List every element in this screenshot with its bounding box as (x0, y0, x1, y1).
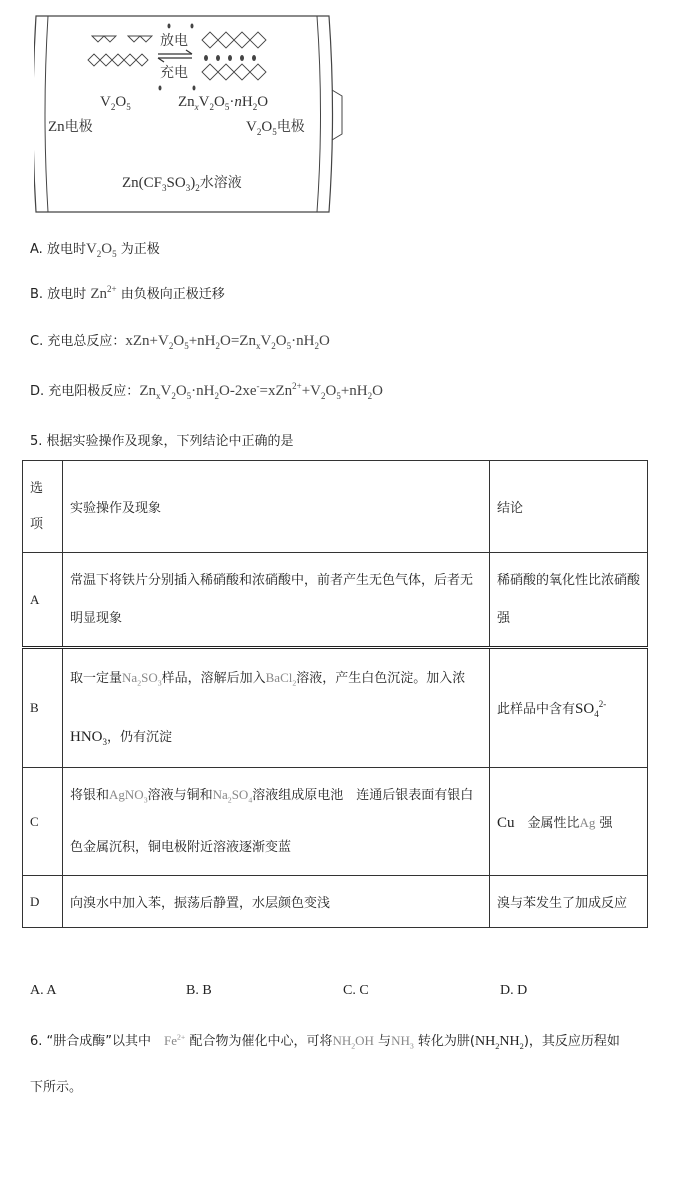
option-text: 充电阳极反应： (48, 384, 140, 399)
option-letter: C. (30, 334, 44, 349)
reaction-arrows-icon (158, 50, 192, 62)
row-option: D (23, 876, 63, 928)
answer-choice-c[interactable]: C. C (343, 983, 369, 998)
table-row (23, 553, 648, 648)
option-letter: A. (30, 242, 43, 257)
v2o5-electrode-label: $V_2O_5$电极 (246, 119, 305, 137)
question-6-line-2: 下所示。 (30, 1080, 83, 1095)
option-a (30, 238, 160, 258)
row-operation: 向溴水中加入苯，振荡后静置，水层颜色变浅 (63, 876, 490, 928)
charge-label: 充电 (160, 66, 188, 81)
experiment-table (22, 460, 648, 928)
znv2o5-structure-icon (202, 32, 266, 80)
row-conclusion: 稀硝酸的氧化性比浓硝酸强 (490, 553, 648, 648)
discharge-label: 放电 (160, 34, 188, 49)
row-conclusion: Cu 金属性比Ag 强 (490, 768, 648, 876)
header-operation: 实验操作及现象 (63, 461, 490, 553)
header-conclusion: 结论 (490, 461, 648, 553)
answer-choice-a[interactable]: A. A (30, 983, 57, 998)
row-operation: 将银和AgNO$_3$溶液与铜和$Na_2SO_4$溶液组成原电池 连通后银表面有银白色金属沉积，铜电极附近溶液逐渐变蓝 (63, 768, 490, 876)
table-row (23, 648, 648, 768)
option-d (30, 380, 383, 400)
table-row (23, 768, 648, 876)
option-b (30, 283, 225, 303)
row-option: A (23, 553, 63, 648)
v2o5-structure-icon (88, 36, 152, 66)
battery-diagram (34, 14, 342, 214)
question-6-line-1: 6. “肼合成酶”以其中 $Fe^{2+}$ 配合物为催化中心，可将$NH_2OH$ 与$NH_3$ 转化为肼$(NH_2NH_2)$，其反应历程如 (30, 1032, 620, 1051)
row-operation: 常温下将铁片分别插入稀硝酸和浓硝酸中，前者产生无色气体，后者无明显现象 (63, 553, 490, 648)
row-option: C (23, 768, 63, 876)
formula: $Zn^{2+}$ (90, 284, 117, 302)
option-text: 放电时 (47, 287, 87, 302)
formula: $Zn_xV_2O_5\cdot nH_2O-2xe^-=xZn^{2+}+V_2O_5+nH_2O$ (139, 381, 383, 401)
formula: $V_2O_5$ (85, 241, 117, 259)
header-option: 选 项 (23, 461, 63, 553)
row-option: B (23, 648, 63, 768)
option-text: 为正极 (120, 242, 160, 257)
option-text: 充电总反应： (47, 334, 126, 349)
row-conclusion: 此样品中含有$SO_4^{2-}$ (490, 648, 648, 768)
answer-choice-d[interactable]: D. D (500, 983, 528, 998)
row-conclusion: 溴与苯发生了加成反应 (490, 876, 648, 928)
option-letter: B. (30, 287, 44, 302)
table-header-row (23, 461, 648, 553)
question-5-stem: 5. 根据实验操作及现象，下列结论中正确的是 (30, 434, 294, 449)
electrolyte-label: $Zn(CF_3SO_3)_2$水溶液 (122, 175, 242, 193)
option-letter: D. (30, 384, 45, 399)
option-text: 由负极向正极迁移 (120, 287, 225, 302)
formula: $xZn+V_2O_5+nH_2O=Zn_xV_2O_5\cdot nH_2O$ (125, 333, 330, 351)
right-material-label: $Zn_xV_2O_5\cdot nH_2O$ (178, 94, 269, 112)
zn-electrode-label: Zn电极 (48, 119, 93, 135)
answer-choice-b[interactable]: B. B (186, 983, 212, 998)
left-material-label: $V_2O_5$ (100, 94, 131, 112)
row-operation: 取一定量$Na_2SO_3$样品，溶解后加入BaCl$_2$溶液，产生白色沉淀。加入浓$HNO_3$，仍有沉淀 (63, 648, 490, 768)
option-c (30, 330, 330, 350)
option-text: 放电时 (46, 242, 86, 257)
table-row (23, 876, 648, 928)
